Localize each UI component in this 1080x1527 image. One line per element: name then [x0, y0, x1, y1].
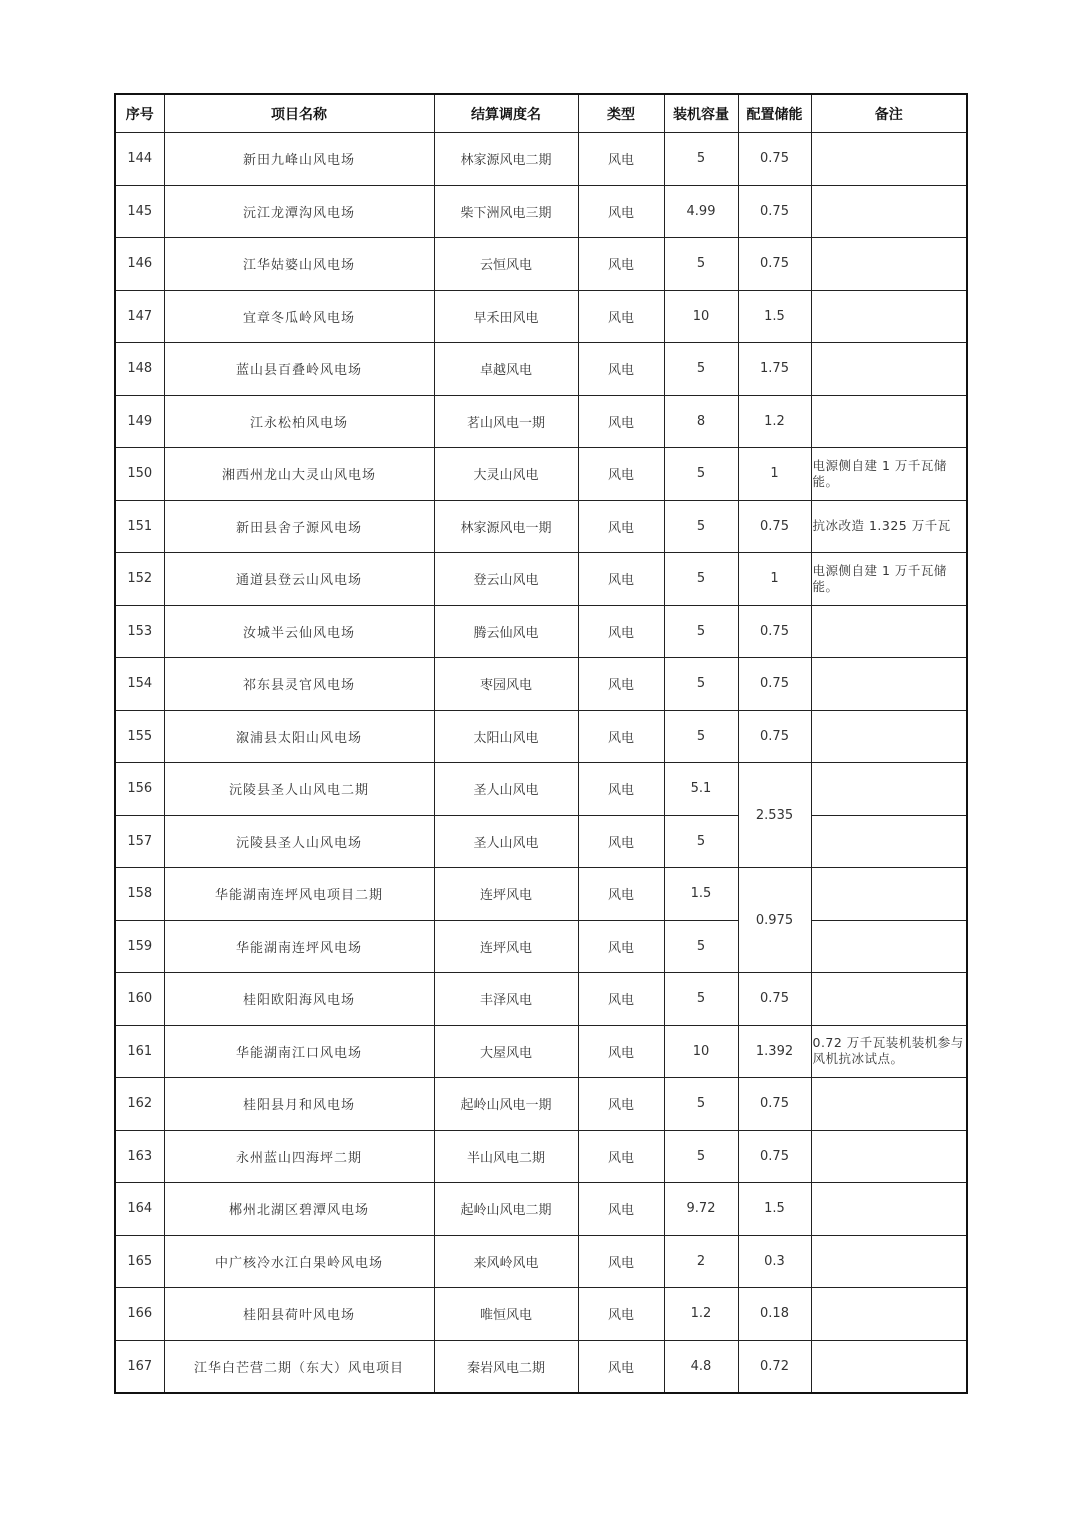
cell-type: 风电 — [578, 1235, 664, 1288]
cell-name: 江华白芒营二期（东大）风电项目 — [164, 1340, 434, 1393]
cell-note — [811, 1078, 967, 1131]
cell-capacity: 8 — [664, 395, 738, 448]
cell-no: 165 — [115, 1235, 164, 1288]
cell-dispatch: 登云山风电 — [434, 553, 578, 606]
cell-capacity: 5 — [664, 1130, 738, 1183]
cell-dispatch: 唯恒风电 — [434, 1288, 578, 1341]
cell-note — [811, 238, 967, 291]
cell-capacity: 1.2 — [664, 1288, 738, 1341]
cell-storage: 2.535 — [738, 763, 811, 868]
cell-name: 蓝山县百叠岭风电场 — [164, 343, 434, 396]
cell-storage: 1 — [738, 448, 811, 501]
cell-type: 风电 — [578, 1078, 664, 1131]
cell-dispatch: 太阳山风电 — [434, 710, 578, 763]
cell-type: 风电 — [578, 868, 664, 921]
table-row — [115, 973, 967, 1026]
cell-dispatch: 云恒风电 — [434, 238, 578, 291]
cell-name: 华能湖南江口风电场 — [164, 1025, 434, 1078]
cell-dispatch: 枣园风电 — [434, 658, 578, 711]
cell-dispatch: 卓越风电 — [434, 343, 578, 396]
cell-dispatch: 丰泽风电 — [434, 973, 578, 1026]
cell-storage: 0.3 — [738, 1235, 811, 1288]
cell-no: 144 — [115, 133, 164, 186]
cell-note — [811, 290, 967, 343]
cell-no: 156 — [115, 763, 164, 816]
cell-note: 0.72 万千瓦装机装机参与风机抗冰试点。 — [811, 1025, 967, 1078]
cell-name: 沅陵县圣人山风电二期 — [164, 763, 434, 816]
cell-dispatch: 来风岭风电 — [434, 1235, 578, 1288]
cell-capacity: 4.8 — [664, 1340, 738, 1393]
cell-storage: 0.75 — [738, 238, 811, 291]
cell-capacity: 5.1 — [664, 763, 738, 816]
cell-type: 风电 — [578, 553, 664, 606]
cell-name: 沅陵县圣人山风电场 — [164, 815, 434, 868]
cell-note — [811, 185, 967, 238]
cell-no: 154 — [115, 658, 164, 711]
cell-no: 161 — [115, 1025, 164, 1078]
cell-dispatch: 秦岩风电二期 — [434, 1340, 578, 1393]
cell-note — [811, 868, 967, 921]
table-row — [115, 1183, 967, 1236]
cell-type: 风电 — [578, 290, 664, 343]
cell-storage: 1.75 — [738, 343, 811, 396]
cell-dispatch: 林家源风电二期 — [434, 133, 578, 186]
header-no: 序号 — [115, 94, 164, 133]
cell-capacity: 5 — [664, 920, 738, 973]
cell-note — [811, 605, 967, 658]
cell-name: 郴州北湖区碧潭风电场 — [164, 1183, 434, 1236]
cell-dispatch: 圣人山风电 — [434, 763, 578, 816]
table-row — [115, 448, 967, 501]
cell-no: 163 — [115, 1130, 164, 1183]
cell-type: 风电 — [578, 1130, 664, 1183]
cell-no: 153 — [115, 605, 164, 658]
cell-name: 桂阳欧阳海风电场 — [164, 973, 434, 1026]
cell-type: 风电 — [578, 238, 664, 291]
cell-storage: 0.75 — [738, 605, 811, 658]
cell-note — [811, 920, 967, 973]
cell-dispatch: 起岭山风电二期 — [434, 1183, 578, 1236]
cell-name: 湘西州龙山大灵山风电场 — [164, 448, 434, 501]
table-row — [115, 395, 967, 448]
cell-type: 风电 — [578, 605, 664, 658]
header-storage: 配置储能 — [738, 94, 811, 133]
cell-capacity: 5 — [664, 973, 738, 1026]
cell-name: 新田县舍子源风电场 — [164, 500, 434, 553]
cell-note — [811, 1340, 967, 1393]
table-row — [115, 1130, 967, 1183]
table-row — [115, 1235, 967, 1288]
cell-no: 159 — [115, 920, 164, 973]
cell-storage: 0.975 — [738, 868, 811, 973]
cell-type: 风电 — [578, 920, 664, 973]
cell-type: 风电 — [578, 185, 664, 238]
cell-name: 沅江龙潭沟风电场 — [164, 185, 434, 238]
cell-type: 风电 — [578, 815, 664, 868]
cell-storage: 1.392 — [738, 1025, 811, 1078]
cell-dispatch: 起岭山风电一期 — [434, 1078, 578, 1131]
table-row — [115, 1288, 967, 1341]
cell-capacity: 5 — [664, 238, 738, 291]
header-name: 项目名称 — [164, 94, 434, 133]
table-row — [115, 1078, 967, 1131]
cell-note — [811, 658, 967, 711]
cell-type: 风电 — [578, 1025, 664, 1078]
cell-note — [811, 763, 967, 816]
cell-note — [811, 710, 967, 763]
table-row — [115, 343, 967, 396]
cell-no: 158 — [115, 868, 164, 921]
cell-no: 150 — [115, 448, 164, 501]
cell-name: 宜章冬瓜岭风电场 — [164, 290, 434, 343]
cell-storage: 0.72 — [738, 1340, 811, 1393]
cell-capacity: 2 — [664, 1235, 738, 1288]
cell-storage: 0.75 — [738, 710, 811, 763]
cell-dispatch: 腾云仙风电 — [434, 605, 578, 658]
table-row — [115, 605, 967, 658]
cell-storage: 0.75 — [738, 1130, 811, 1183]
table-row — [115, 710, 967, 763]
cell-no: 164 — [115, 1183, 164, 1236]
cell-no: 160 — [115, 973, 164, 1026]
cell-no: 145 — [115, 185, 164, 238]
cell-note — [811, 1235, 967, 1288]
cell-name: 祁东县灵官风电场 — [164, 658, 434, 711]
cell-note — [811, 343, 967, 396]
cell-storage: 1 — [738, 553, 811, 606]
cell-capacity: 1.5 — [664, 868, 738, 921]
cell-note — [811, 973, 967, 1026]
cell-no: 162 — [115, 1078, 164, 1131]
cell-type: 风电 — [578, 763, 664, 816]
cell-dispatch: 大屋风电 — [434, 1025, 578, 1078]
cell-capacity: 10 — [664, 1025, 738, 1078]
cell-dispatch: 早禾田风电 — [434, 290, 578, 343]
cell-type: 风电 — [578, 1183, 664, 1236]
cell-dispatch: 圣人山风电 — [434, 815, 578, 868]
cell-capacity: 9.72 — [664, 1183, 738, 1236]
table-row — [115, 185, 967, 238]
header-dispatch: 结算调度名 — [434, 94, 578, 133]
cell-no: 151 — [115, 500, 164, 553]
table-row — [115, 238, 967, 291]
cell-type: 风电 — [578, 1340, 664, 1393]
table-row — [115, 815, 967, 868]
cell-capacity: 5 — [664, 343, 738, 396]
cell-note — [811, 133, 967, 186]
cell-name: 江永松柏风电场 — [164, 395, 434, 448]
table-row — [115, 763, 967, 816]
cell-note — [811, 395, 967, 448]
cell-name: 溆浦县太阳山风电场 — [164, 710, 434, 763]
cell-type: 风电 — [578, 658, 664, 711]
header-type: 类型 — [578, 94, 664, 133]
cell-name: 汝城半云仙风电场 — [164, 605, 434, 658]
cell-storage: 0.75 — [738, 500, 811, 553]
cell-dispatch: 柴下洲风电三期 — [434, 185, 578, 238]
cell-storage: 0.75 — [738, 1078, 811, 1131]
project-table — [114, 93, 968, 1394]
cell-capacity: 10 — [664, 290, 738, 343]
cell-name: 桂阳县月和风电场 — [164, 1078, 434, 1131]
cell-dispatch: 茗山风电一期 — [434, 395, 578, 448]
cell-name: 永州蓝山四海坪二期 — [164, 1130, 434, 1183]
cell-no: 166 — [115, 1288, 164, 1341]
cell-capacity: 5 — [664, 1078, 738, 1131]
cell-capacity: 5 — [664, 553, 738, 606]
cell-note — [811, 1288, 967, 1341]
table-row — [115, 553, 967, 606]
table-row — [115, 500, 967, 553]
cell-no: 155 — [115, 710, 164, 763]
cell-name: 江华姑婆山风电场 — [164, 238, 434, 291]
header-capacity: 装机容量 — [664, 94, 738, 133]
cell-type: 风电 — [578, 343, 664, 396]
cell-no: 148 — [115, 343, 164, 396]
header-note: 备注 — [811, 94, 967, 133]
table-row — [115, 290, 967, 343]
cell-dispatch: 林家源风电一期 — [434, 500, 578, 553]
cell-type: 风电 — [578, 500, 664, 553]
table-row — [115, 1025, 967, 1078]
table-row — [115, 920, 967, 973]
cell-capacity: 5 — [664, 815, 738, 868]
cell-no: 149 — [115, 395, 164, 448]
cell-storage: 0.75 — [738, 658, 811, 711]
cell-name: 华能湖南连坪风电场 — [164, 920, 434, 973]
cell-no: 147 — [115, 290, 164, 343]
table-row — [115, 658, 967, 711]
cell-dispatch: 半山风电二期 — [434, 1130, 578, 1183]
cell-note: 抗冰改造 1.325 万千瓦 — [811, 500, 967, 553]
cell-capacity: 5 — [664, 448, 738, 501]
cell-note — [811, 1130, 967, 1183]
cell-note: 电源侧自建 1 万千瓦储能。 — [811, 448, 967, 501]
cell-name: 华能湖南连坪风电项目二期 — [164, 868, 434, 921]
cell-no: 167 — [115, 1340, 164, 1393]
cell-type: 风电 — [578, 710, 664, 763]
cell-note — [811, 1183, 967, 1236]
table-row — [115, 133, 967, 186]
cell-type: 风电 — [578, 133, 664, 186]
cell-note: 电源侧自建 1 万千瓦储能。 — [811, 553, 967, 606]
cell-name: 新田九峰山风电场 — [164, 133, 434, 186]
cell-storage: 0.75 — [738, 185, 811, 238]
cell-dispatch: 连坪风电 — [434, 920, 578, 973]
cell-type: 风电 — [578, 1288, 664, 1341]
cell-storage: 1.5 — [738, 290, 811, 343]
cell-no: 157 — [115, 815, 164, 868]
cell-capacity: 5 — [664, 710, 738, 763]
cell-dispatch: 大灵山风电 — [434, 448, 578, 501]
cell-no: 146 — [115, 238, 164, 291]
header-row — [115, 94, 967, 133]
cell-name: 通道县登云山风电场 — [164, 553, 434, 606]
cell-type: 风电 — [578, 973, 664, 1026]
cell-capacity: 4.99 — [664, 185, 738, 238]
cell-dispatch: 连坪风电 — [434, 868, 578, 921]
table-row — [115, 1340, 967, 1393]
cell-name: 桂阳县荷叶风电场 — [164, 1288, 434, 1341]
cell-storage: 0.75 — [738, 973, 811, 1026]
cell-capacity: 5 — [664, 500, 738, 553]
cell-no: 152 — [115, 553, 164, 606]
cell-storage: 0.75 — [738, 133, 811, 186]
table-body — [115, 133, 967, 1394]
cell-capacity: 5 — [664, 605, 738, 658]
cell-storage: 1.2 — [738, 395, 811, 448]
cell-note — [811, 815, 967, 868]
table-row — [115, 868, 967, 921]
cell-storage: 1.5 — [738, 1183, 811, 1236]
cell-capacity: 5 — [664, 133, 738, 186]
cell-storage: 0.18 — [738, 1288, 811, 1341]
cell-type: 风电 — [578, 395, 664, 448]
cell-name: 中广核冷水江白果岭风电场 — [164, 1235, 434, 1288]
cell-capacity: 5 — [664, 658, 738, 711]
cell-type: 风电 — [578, 448, 664, 501]
